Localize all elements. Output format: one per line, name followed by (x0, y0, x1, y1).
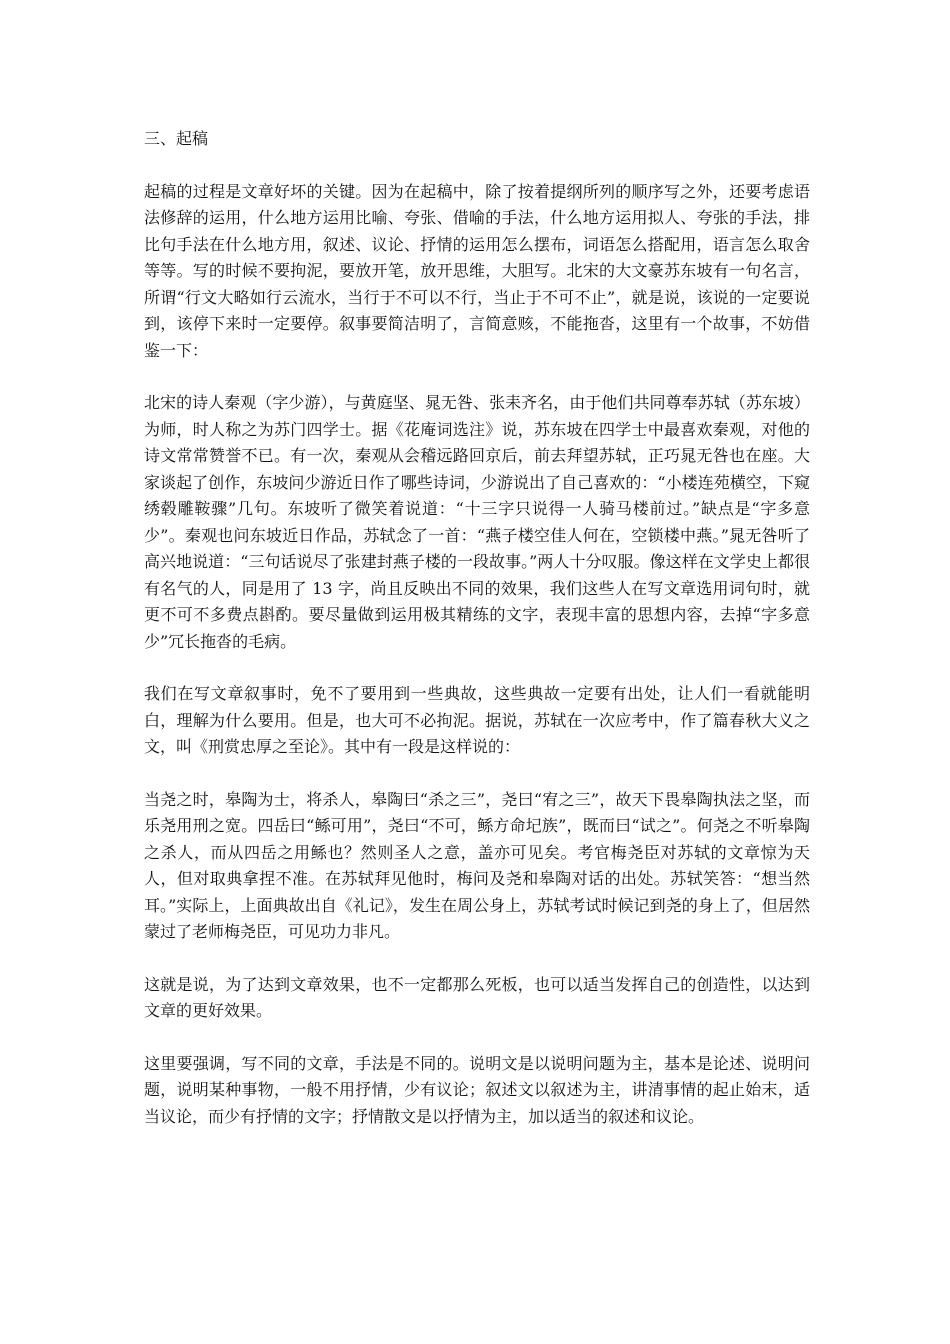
paragraph-drafting-intro: 起稿的过程是文章好坏的关键。因为在起稿中，除了按着提纲所列的顺序写之外，还要考虑语法修辞的运用，什么地方运用比喻、夸张、借喻的手法，什么地方运用拟人、夸张的手法，排比句手法在什么地方用，叙述、议论、抒情的运用怎么摆布，词语怎么搭配用，语言怎么取舍等等。写的时候不要拘泥，要放开笔，放开思维，大胆写。北宋的大文豪苏东坡有一句名言，所谓“行文大略如行云流水，当行于不可以不行，当止于不可不止”，就是说，该说的一定要说到，该停下来时一定要停。叙事要简洁明了，言简意赅，不能拖沓，这里有一个故事，不妨借鉴一下： (144, 181, 810, 360)
paragraph-genres: 这里要强调，写不同的文章，手法是不同的。说明文是以说明问题为主，基本是论述、说明问题，说明某种事物，一般不用抒情，少有议论；叙述文以叙述为主，讲清事情的起止始末，适当议论，而少有抒情的文字；抒情散文是以抒情为主，加以适当的叙述和议论。 (144, 1053, 810, 1126)
paragraph-creativity: 这就是说，为了达到文章效果，也不一定都那么死板，也可以适当发挥自己的创造性，以达到文章的更好效果。 (144, 974, 810, 1020)
paragraph-qin-guan-story: 北宋的诗人秦观（字少游），与黄庭坚、晁无咎、张耒齐名，由于他们共同尊奉苏轼（苏东坡）为师，时人称之为苏门四学士。据《花庵词选注》说，苏东坡在四学士中最喜欢秦观，对他的诗文常常赞誉不已。有一次，秦观从会稽远路回京后，前去拜望苏轼，正巧晁无咎也在座。大家谈起了创作，东坡问少游近日作了哪些诗词，少游说出了自己喜欢的：“小楼连苑横空，下窥绣毂雕鞍骤”几句。东坡听了微笑着说道：“十三字只说得一人骑马楼前过。”缺点是“字多意少”。秦观也问东坡近日作品，苏轼念了一首：“燕子楼空佳人何在，空锁楼中燕。”晁无咎听了高兴地说道：“三句话说尽了张建封燕子楼的一段故事。”两人十分叹服。像这样在文学史上都很有名气的人，同是用了 13 字，尚且反映出不同的效果，我们这些人在写文章选用词句时，就更不可不多费点斟酌。要尽量做到运用极其精练的文字，表现丰富的思想内容，去掉“字多意少”冗长拖沓的毛病。 (144, 393, 810, 651)
section-heading: 三、起稿 (144, 129, 209, 148)
paragraph-su-shi-exam: 当尧之时，皋陶为士，将杀人，皋陶曰“杀之三”，尧曰“宥之三”，故天下畏皋陶执法之坚，而乐尧用刑之宽。四岳曰“鲧可用”，尧曰“不可，鲧方命圮族”，既而曰“试之”。何尧之不听皋陶之杀人，而从四岳之用鲧也？然则圣人之意，盖亦可见矣。考官梅尧臣对苏轼的文章惊为天人，但对取典拿捏不准。在苏轼拜见他时，梅问及尧和皋陶对话的出处。苏轼笑答：“想当然耳。”实际上，上面典故出自《礼记》，发生在周公身上，苏轼考试时候记到尧的身上了，但居然蒙过了老师梅尧臣，可见功力非凡。 (144, 789, 810, 941)
document-page (144, 126, 810, 1156)
paragraph-allusions: 我们在写文章叙事时，免不了要用到一些典故，这些典故一定要有出处，让人们一看就能明白，理解为什么要用。但是，也大可不必拘泥。据说，苏轼在一次应考中，作了篇春秋大义之文，叫《刑赏忠厚之至论》。其中有一段是这样说的： (144, 684, 810, 756)
